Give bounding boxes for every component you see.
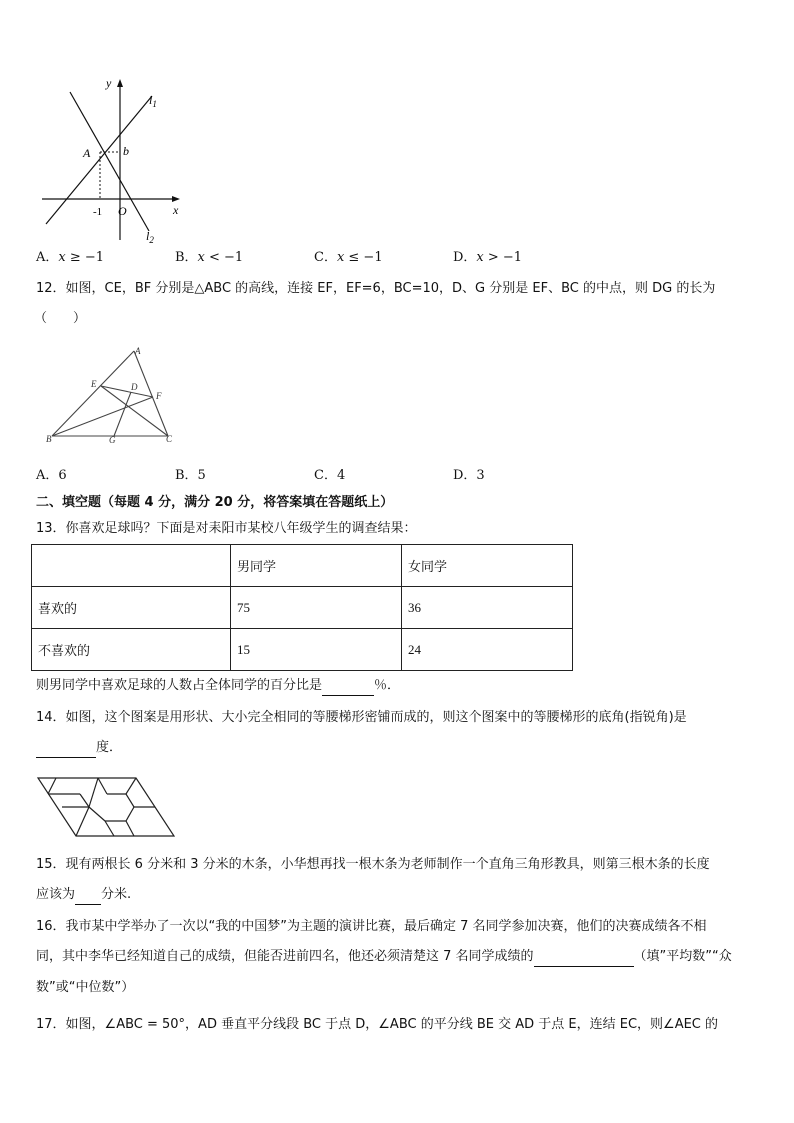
q11-option-a[interactable]: A．𝑥 ≥ −1 bbox=[36, 250, 105, 265]
fig-label-D: D bbox=[131, 382, 138, 392]
line-l2 bbox=[70, 92, 149, 231]
q11-option-b[interactable]: B．𝑥 < −1 bbox=[175, 250, 244, 265]
q16-answer-blank[interactable] bbox=[534, 952, 634, 967]
q16-line2 bbox=[36, 947, 732, 967]
table-cell: 36 bbox=[402, 587, 573, 629]
table-cell: 15 bbox=[231, 629, 402, 671]
pattern-inner bbox=[98, 778, 107, 794]
q14-text: 14．如图，这个图案是用形状、大小完全相同的等腰梯形密铺而成的，则这个图案中的等腰梯形的底角(指锐角)是 bbox=[36, 710, 687, 725]
line-l1 bbox=[46, 96, 152, 224]
fig-label-B: B bbox=[46, 434, 52, 444]
pattern-inner bbox=[48, 778, 56, 794]
q16-line3: 数”或“中位数”） bbox=[36, 980, 135, 995]
altitude-bf bbox=[52, 397, 153, 436]
q14-cont: 度． bbox=[96, 740, 123, 755]
q17-text: 17．如图，∠ABC = 50°，AD 垂直平分线段 BC 于点 D，∠ABC 的平分线 BE 交 AD 于点 E，连结 EC，则∠AEC 的 bbox=[36, 1017, 719, 1032]
pattern-inner bbox=[89, 778, 98, 807]
q12-option-b[interactable]: B．5 bbox=[175, 468, 206, 483]
q16-line2-pre: 同，其中李华已经知道自己的成绩，但能否进前四名，他还必须清楚这 7 名同学成绩的 bbox=[36, 949, 534, 964]
q15-line2-post: 分米. bbox=[101, 887, 132, 902]
section2-title: 二、填空题（每题 4 分，满分 20 分，将答案填在答题纸上） bbox=[36, 495, 394, 510]
y-axis-arrow bbox=[117, 79, 123, 87]
q15-line2 bbox=[36, 885, 131, 905]
q11-option-c[interactable]: C．𝑥 ≤ −1 bbox=[314, 250, 383, 265]
q13-survey-table bbox=[31, 544, 573, 671]
table-cell: 女同学 bbox=[402, 545, 573, 587]
q14-cont-line bbox=[36, 738, 122, 758]
label-O: O bbox=[118, 204, 127, 218]
table-cell: 24 bbox=[402, 629, 573, 671]
pattern-inner bbox=[126, 794, 134, 807]
q12-paren: （ ） bbox=[34, 311, 87, 326]
fig-label-F: F bbox=[156, 391, 162, 401]
q15-line1: 15．现有两根长 6 分米和 3 分米的木条，小华想再找一根木条为老师制作一个直角三角形教具，则第三根木条的长度 bbox=[36, 857, 710, 872]
table-header-row bbox=[32, 545, 573, 587]
pattern-inner bbox=[80, 794, 89, 807]
fig-label-C: C bbox=[166, 434, 173, 444]
q13-answer-blank[interactable] bbox=[322, 681, 374, 696]
label-b: b bbox=[123, 144, 129, 158]
table-cell: 75 bbox=[231, 587, 402, 629]
q11-graph bbox=[36, 78, 186, 246]
q12-triangle-figure bbox=[42, 345, 182, 445]
label-neg1: -1 bbox=[93, 206, 103, 218]
pattern-inner bbox=[126, 778, 136, 794]
table-cell: 男同学 bbox=[231, 545, 402, 587]
pattern-inner bbox=[89, 807, 105, 821]
pattern-inner bbox=[126, 821, 134, 836]
q12-text: 12．如图，CE，BF 分别是△ABC 的高线，连接 EF，EF=6，BC=10，D、G 分别是 EF、BC 的中点，则 DG 的长为 bbox=[36, 281, 716, 296]
side-ab bbox=[52, 351, 134, 436]
table-row bbox=[32, 629, 573, 671]
q14-answer-blank[interactable] bbox=[36, 743, 96, 758]
q13-follow-post: ％． bbox=[374, 678, 401, 693]
label-l2: $l_2$ bbox=[146, 229, 154, 245]
fig-label-G: G bbox=[109, 435, 116, 445]
q12-option-d[interactable]: D．3 bbox=[453, 468, 485, 483]
segment-dg bbox=[114, 392, 131, 436]
q16-line1: 16．我市某中学举办了一次以“我的中国梦”为主题的演讲比赛，最后确定 7 名同学参加决赛，他们的决赛成绩各不相 bbox=[36, 919, 707, 934]
table-row bbox=[32, 587, 573, 629]
q13-follow bbox=[36, 676, 400, 696]
q15-answer-blank[interactable] bbox=[75, 890, 101, 905]
q13-text: 13．你喜欢足球吗？下面是对耒阳市某校八年级学生的调查结果： bbox=[36, 521, 417, 536]
q12-option-c[interactable]: C．4 bbox=[314, 468, 346, 483]
label-A: A bbox=[83, 146, 91, 160]
label-y: y bbox=[106, 78, 112, 90]
q16-line2-post: （填”平均数”“众 bbox=[633, 949, 732, 964]
label-l1: $l_1$ bbox=[149, 93, 157, 109]
fig-label-E: E bbox=[91, 379, 97, 389]
fig-label-A: A bbox=[135, 346, 141, 356]
pattern-inner bbox=[126, 807, 134, 821]
pattern-inner bbox=[76, 807, 89, 836]
table-cell: 不喜欢的 bbox=[32, 629, 231, 671]
pattern-inner bbox=[105, 821, 114, 836]
q12-option-a[interactable]: A．6 bbox=[36, 468, 67, 483]
x-axis-arrow bbox=[172, 196, 180, 202]
table-cell bbox=[32, 545, 231, 587]
q13-follow-pre: 则男同学中喜欢足球的人数占全体同学的百分比是 bbox=[36, 678, 323, 693]
table-cell: 喜欢的 bbox=[32, 587, 231, 629]
q15-line2-pre: 应该为 bbox=[36, 887, 76, 902]
q14-trapezoid-pattern bbox=[36, 774, 178, 842]
label-x: x bbox=[173, 203, 179, 217]
q11-option-d[interactable]: D．𝑥 > −1 bbox=[453, 250, 523, 265]
